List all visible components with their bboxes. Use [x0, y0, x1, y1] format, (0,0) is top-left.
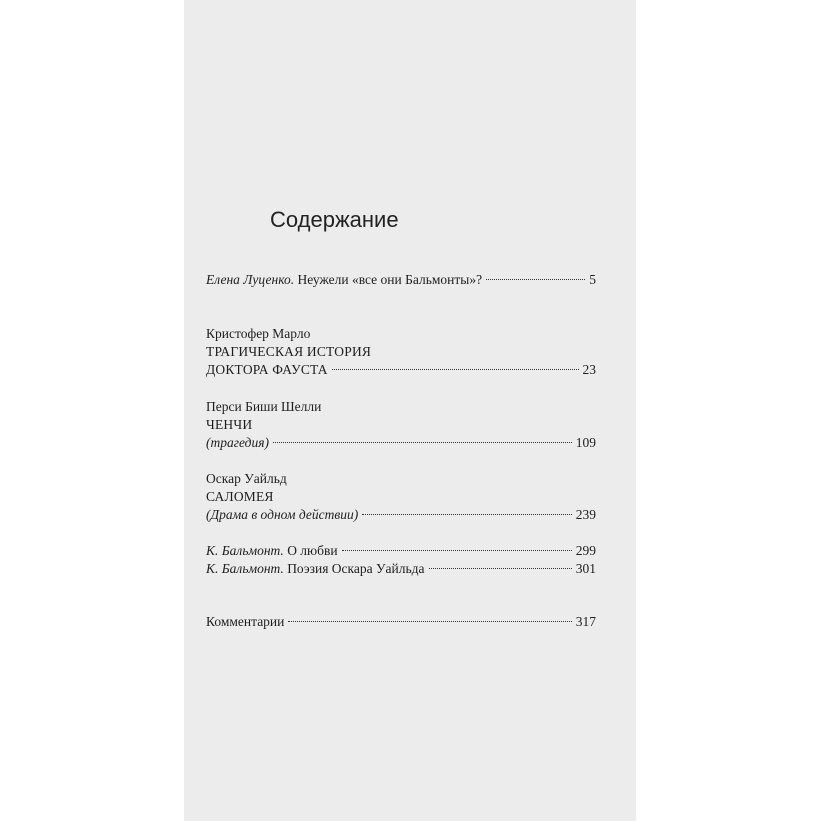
toc-author: К. Бальмонт. — [206, 543, 284, 558]
toc-entry-balmont-love — [206, 542, 596, 559]
toc-title: Неужели «все они Бальмонты»? — [297, 272, 483, 287]
toc-entry-text — [206, 542, 338, 559]
book-page — [184, 0, 636, 821]
toc-subtitle: (Драма в одном действии) — [206, 507, 359, 522]
toc-title: О любви — [287, 543, 338, 558]
dot-leader — [342, 550, 572, 551]
dot-leader — [486, 279, 585, 280]
toc-title: САЛОМЕЯ — [206, 489, 274, 504]
toc-entry-marlowe — [206, 361, 596, 378]
toc-title: ТРАГИЧЕСКАЯ ИСТОРИЯ — [206, 344, 372, 359]
dot-leader — [429, 568, 572, 569]
toc-author: Елена Луценко. — [206, 272, 295, 287]
toc-title: ДОКТОРА ФАУСТА — [206, 362, 328, 377]
toc-entry-wilde — [206, 506, 596, 523]
toc-page-number: 109 — [575, 435, 596, 450]
toc-author: Перси Биши Шелли — [206, 399, 322, 414]
toc-author: Оскар Уайльд — [206, 471, 287, 486]
toc-page-number: 23 — [582, 362, 596, 377]
toc-entry-shelley — [206, 434, 596, 451]
toc-page-number: 317 — [575, 614, 596, 629]
toc-author: Кристофер Марло — [206, 326, 311, 341]
toc-entry-text — [206, 560, 425, 577]
toc-page-number: 301 — [575, 561, 596, 576]
toc-page-number: 239 — [575, 507, 596, 522]
toc-entry-intro — [206, 271, 596, 288]
toc-subtitle: (трагедия) — [206, 435, 270, 450]
toc-page-number: 299 — [575, 543, 596, 558]
toc-author: К. Бальмонт. — [206, 561, 284, 576]
toc-entry-balmont-wilde — [206, 560, 596, 577]
page-title: Содержание — [270, 207, 399, 232]
dot-leader — [362, 514, 572, 515]
dot-leader — [288, 621, 571, 622]
toc-page-number: 5 — [589, 272, 596, 287]
toc-entry-text — [206, 271, 482, 288]
toc-title: ЧЕНЧИ — [206, 417, 253, 432]
toc-entry-comments — [206, 613, 596, 630]
dot-leader — [273, 442, 572, 443]
toc-title: Комментарии — [206, 614, 285, 629]
toc-title: Поэзия Оскара Уайльда — [287, 561, 425, 576]
dot-leader — [332, 369, 579, 370]
